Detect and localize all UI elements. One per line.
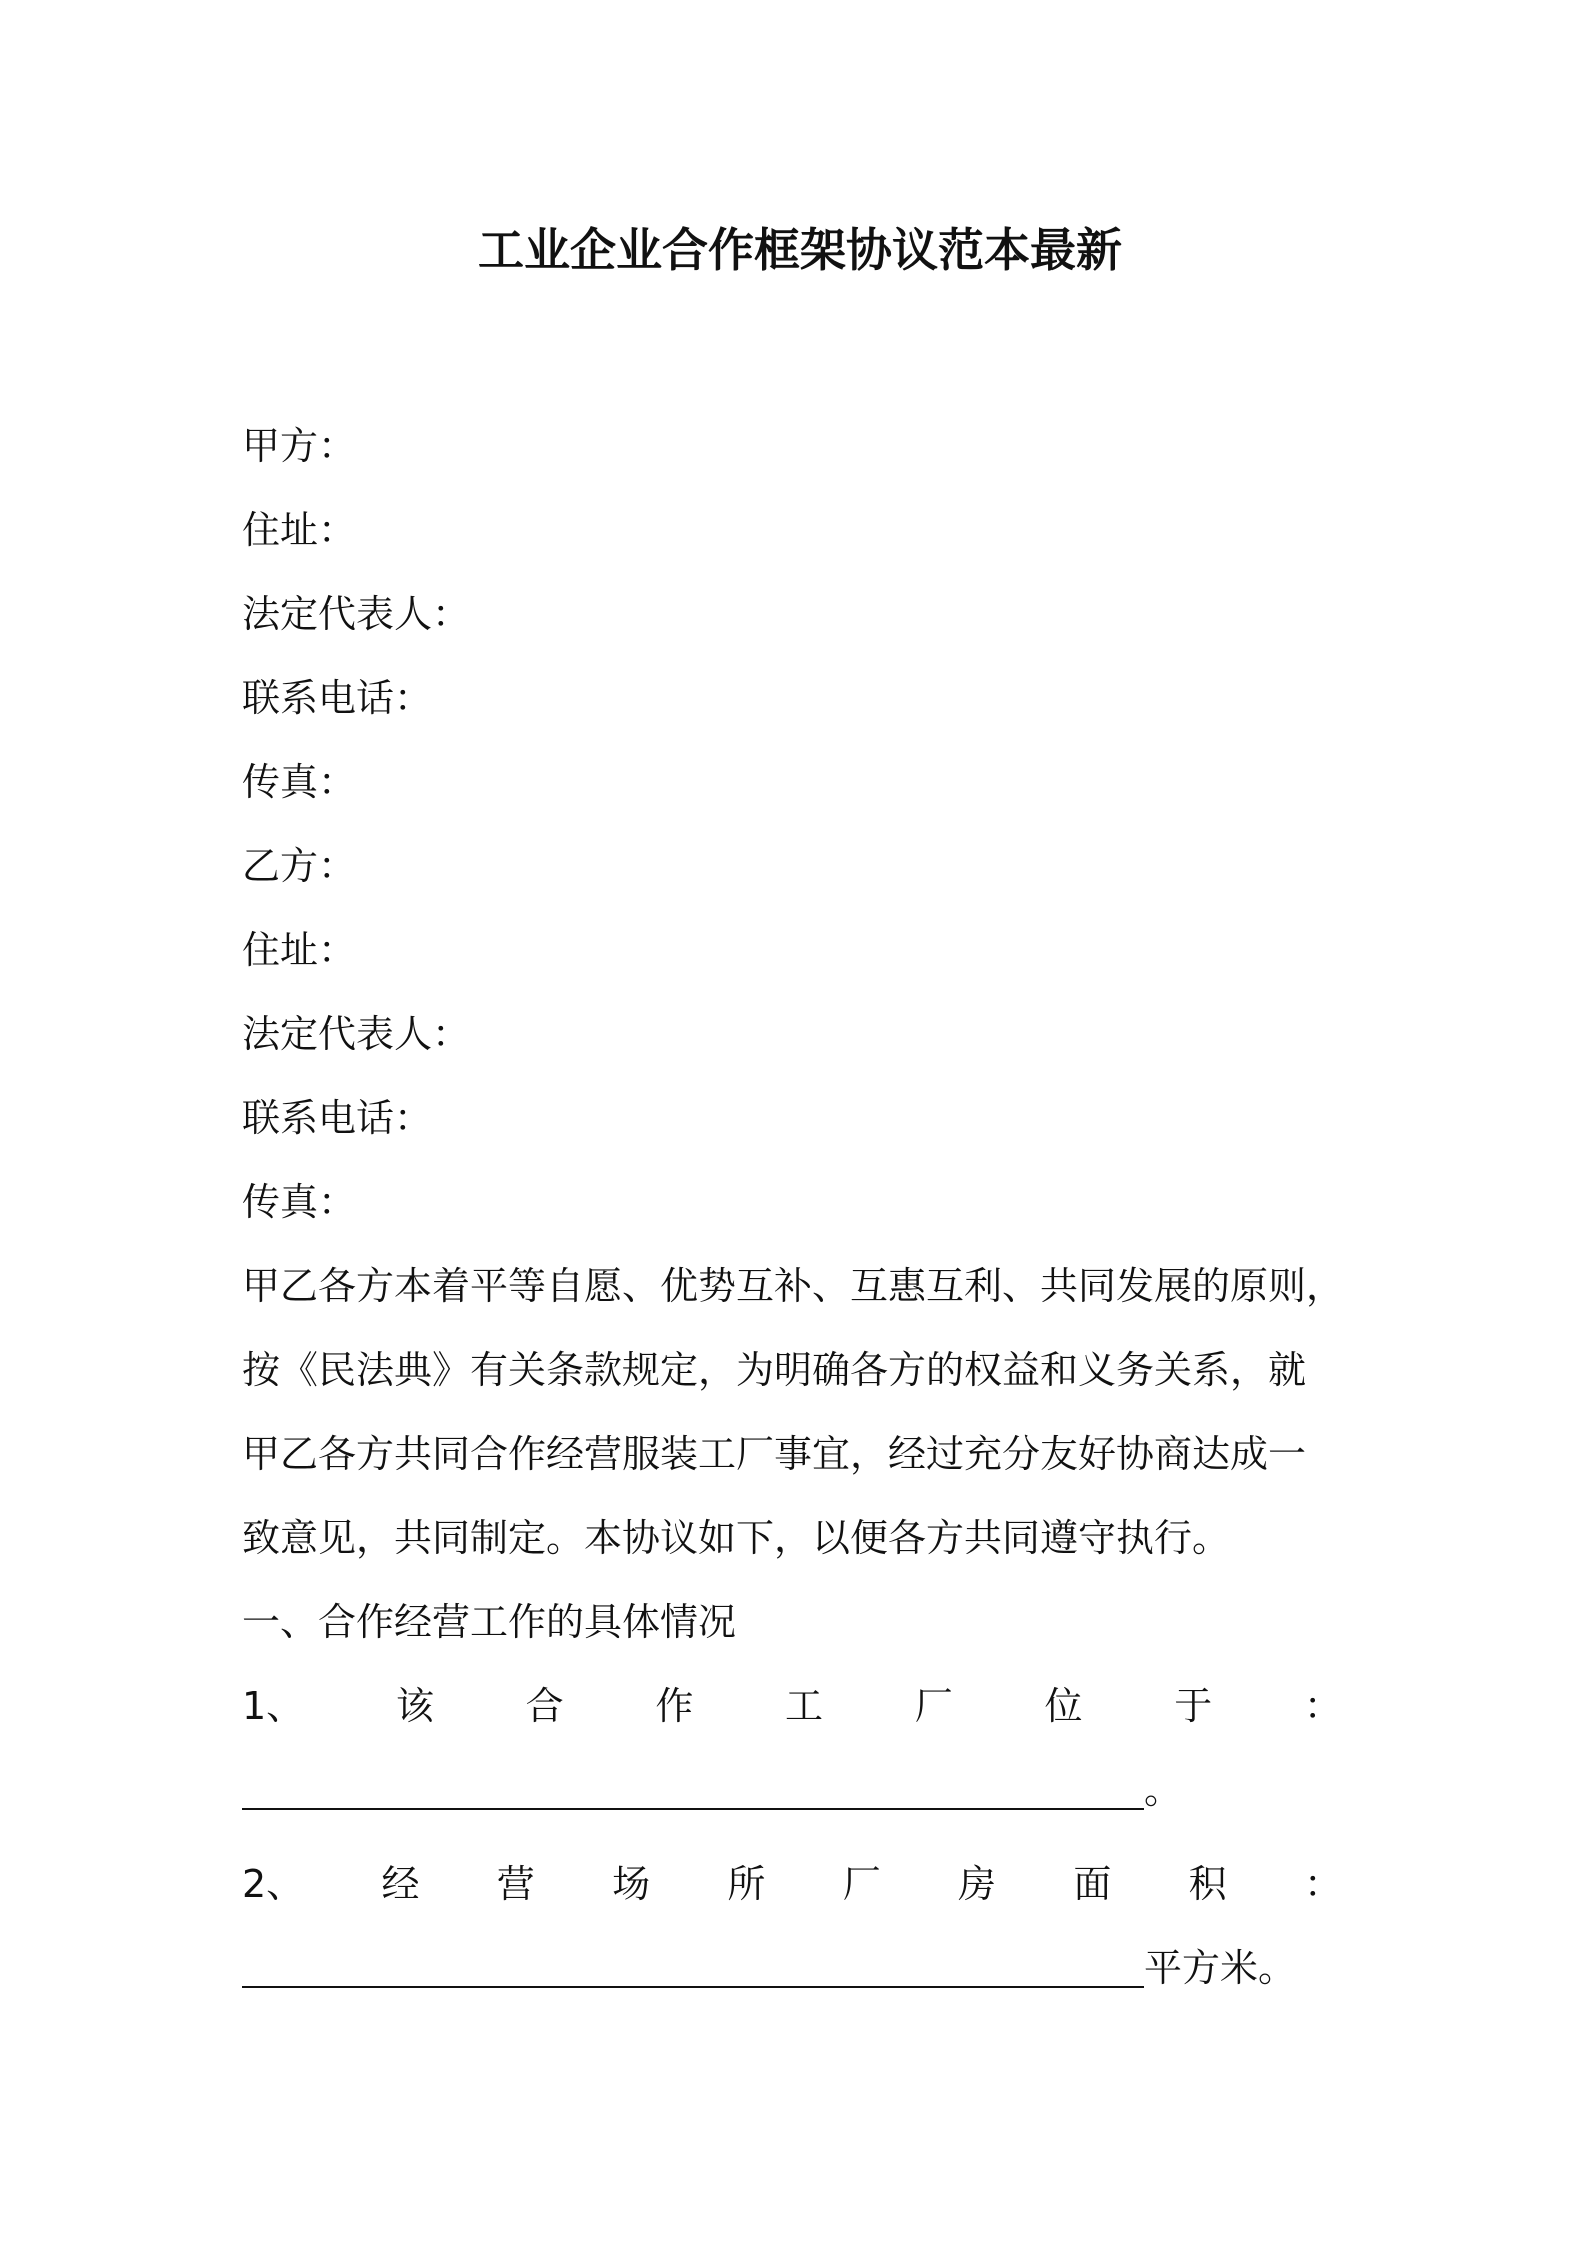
item-2-blank-row <box>242 1926 1352 2010</box>
item-1-char: 该 <box>395 1684 434 1728</box>
item-1-char: 工 <box>785 1684 824 1728</box>
party-b-address: 住址： <box>242 928 357 972</box>
item-2-char: 场 <box>612 1862 651 1906</box>
item-2-char: 营 <box>496 1862 535 1906</box>
item-2-char: 房 <box>958 1862 997 1906</box>
preamble-paragraph <box>242 1244 1352 1580</box>
item-2-char: 2、 <box>242 1862 305 1906</box>
preamble-line: 甲乙各方本着平等自愿、优势互补、互惠互利、共同发展的原则， <box>242 1264 1345 1308</box>
party-b-label: 乙方： <box>242 844 357 888</box>
item-1-char: 作 <box>655 1684 694 1728</box>
item-1-char: 厂 <box>914 1684 953 1728</box>
item-2-char: 面 <box>1073 1862 1112 1906</box>
item-1-char: ： <box>1303 1684 1342 1728</box>
item-2-char: ： <box>1303 1862 1342 1906</box>
item-1-blank-row <box>242 1748 1352 1832</box>
item-1-char: 1、 <box>242 1684 305 1728</box>
party-a-legal-rep: 法定代表人： <box>242 592 471 636</box>
preamble-line: 按《民法典》有关条款规定，为明确各方的权益和义务关系，就 <box>242 1348 1307 1392</box>
item-2-char: 所 <box>727 1862 766 1906</box>
item-2-end: 平方米。 <box>1144 1946 1297 1990</box>
item-1-char: 于 <box>1174 1684 1213 1728</box>
section-1-heading: 一、合作经营工作的具体情况 <box>242 1600 737 1644</box>
preamble-line: 致意见，共同制定。本协议如下，以便各方共同遵守执行。 <box>242 1516 1231 1560</box>
item-1-label <box>242 1664 1342 1748</box>
party-b-phone: 联系电话： <box>242 1096 433 1140</box>
item-2-char: 厂 <box>842 1862 881 1906</box>
item-2-char: 积 <box>1188 1862 1227 1906</box>
item-1-char: 合 <box>525 1684 564 1728</box>
item-1-char: 位 <box>1044 1684 1083 1728</box>
party-a-label: 甲方： <box>242 424 357 468</box>
party-a-phone: 联系电话： <box>242 676 433 720</box>
preamble-line: 甲乙各方共同合作经营服装工厂事宜，经过充分友好协商达成一 <box>242 1432 1307 1476</box>
item-2-label <box>242 1842 1342 1926</box>
item-1-fill-blank <box>242 1764 1144 1810</box>
document-body <box>242 404 1352 2010</box>
item-2-fill-blank <box>242 1942 1144 1988</box>
party-a-fax: 传真： <box>242 760 357 804</box>
party-b-fax: 传真： <box>242 1180 357 1224</box>
item-1-end: 。 <box>1144 1768 1183 1812</box>
party-a-address: 住址： <box>242 508 357 552</box>
party-b-legal-rep: 法定代表人： <box>242 1012 471 1056</box>
item-2-char: 经 <box>381 1862 420 1906</box>
document-title: 工业企业合作框架协议范本最新 <box>478 223 1122 277</box>
